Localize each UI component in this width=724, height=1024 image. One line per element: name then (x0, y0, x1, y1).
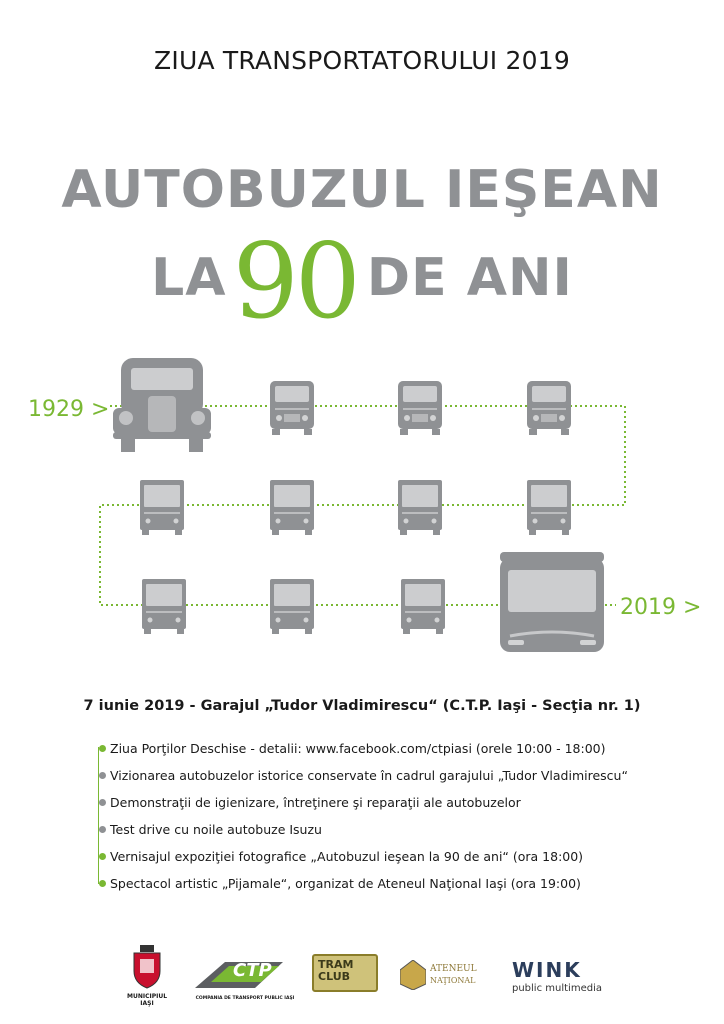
headline-suffix: DE ANI (366, 248, 573, 308)
timeline-graphic (0, 340, 724, 680)
bullet-dot-icon (99, 745, 106, 752)
municipiul-text: MUNICIPIUL IAŞI (127, 993, 168, 1007)
bus-11 (401, 579, 445, 634)
tram-club-line2: CLUB (318, 970, 351, 983)
bus-5 (140, 480, 184, 535)
event-title: ZIUA TRANSPORTATORULUI 2019 (154, 46, 570, 75)
headline-number: 90 (232, 220, 357, 342)
activity-item (96, 794, 696, 821)
wink-subtitle: public multimedia (512, 983, 602, 994)
bullet-dot-icon (99, 853, 106, 860)
activity-item (96, 740, 696, 767)
activity-text: Spectacol artistic „Pijamale“, organizat de Ateneul Naţional Iaşi (ora 19:00) (110, 876, 581, 891)
activities-list (96, 740, 696, 902)
activity-item (96, 875, 696, 902)
bus-3 (398, 381, 442, 435)
bus-2019 (500, 552, 604, 652)
activity-text: Demonstraţii de igienizare, întreţinere şi reparaţii ale autobuzelor (110, 795, 521, 810)
headline-prefix: LA (151, 248, 227, 308)
bus-7 (398, 480, 442, 535)
ateneul-line1: ATENEUL (430, 964, 477, 974)
ctp-subtitle: COMPANIA DE TRANSPORT PUBLIC IAŞI (195, 996, 295, 1001)
bus-8 (527, 480, 571, 535)
bullet-dot-icon (99, 799, 106, 806)
activity-text: Test drive cu noile autobuze Isuzu (110, 822, 322, 837)
ctp-wordmark: CTP (233, 960, 272, 981)
year-start-label: 1929 > (28, 397, 110, 422)
activity-item (96, 821, 696, 848)
activity-text: Vernisajul expoziţiei fotografice „Autobuzul ieşean la 90 de ani“ (ora 18:00) (110, 849, 584, 864)
ateneul-emblem-icon (400, 960, 426, 990)
activity-item (96, 848, 696, 875)
municipiul-logo (127, 945, 168, 1007)
bus-timeline (0, 340, 724, 684)
bus-6 (270, 480, 314, 535)
bus-4 (527, 381, 571, 435)
ctp-logo (195, 958, 295, 1001)
bullet-dot-icon (99, 880, 106, 887)
bus-1929 (113, 358, 211, 452)
sponsor-logos (0, 940, 724, 1020)
headline-line-1: AUTOBUZUL IEŞEAN (61, 160, 663, 220)
headline-line-2 (0, 220, 724, 342)
bullet-dot-icon (99, 772, 106, 779)
bus-9 (142, 579, 186, 634)
year-end-label: 2019 > (620, 595, 702, 620)
bus-2 (270, 381, 314, 435)
activity-item (96, 767, 696, 794)
coat-of-arms-icon (130, 945, 164, 989)
wink-wordmark: WINK (512, 958, 582, 982)
tram-club-logo (312, 954, 378, 992)
ateneul-line2: NAŢIONAL (430, 976, 476, 985)
bus-10 (270, 579, 314, 634)
activity-text: Vizionarea autobuzelor istorice conservate în cadrul garajului „Tudor Vladimirescu“ (110, 768, 628, 783)
tram-club-line1: TRAM (318, 958, 354, 971)
wink-logo (512, 960, 602, 994)
event-location: 7 iunie 2019 - Garajul „Tudor Vladimirescu“ (C.T.P. Iaşi - Secţia nr. 1) (83, 698, 641, 714)
bullet-dot-icon (99, 826, 106, 833)
activity-text: Ziua Porţilor Deschise - detalii: www.facebook.com/ctpiasi (orele 10:00 - 18:00) (110, 741, 606, 756)
